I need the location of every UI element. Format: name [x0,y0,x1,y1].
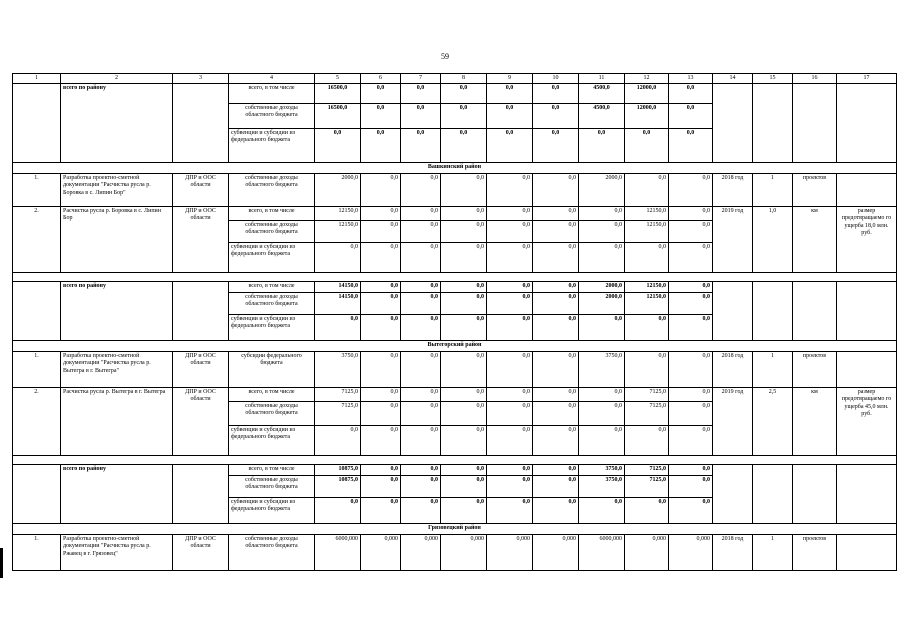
value-cell: 0,0 [361,207,401,221]
value-cell: 0,0 [361,426,401,456]
item-number: 1. [13,174,61,207]
value-cell: 10875,0 [315,465,361,476]
value-cell: 0,0 [669,207,713,221]
value-cell: 12150,0 [625,282,669,293]
unit: км [793,207,837,273]
item-name: Разработка проектно-сметной документации "Расчистка русла р. Боровка в с. Липин Бор" [61,174,173,207]
value-cell: 0,0 [669,84,713,104]
value-cell: 0,0 [669,282,713,293]
value-cell: 0,0 [579,207,625,221]
value-cell: 0,0 [533,476,579,498]
project-row [13,174,897,207]
district-header [13,341,897,352]
value-cell: 0,0 [669,426,713,456]
value-cell: 0,0 [579,129,625,163]
value-cell: 0,0 [487,104,533,129]
unit: проектов [793,174,837,207]
funding-source: собственные доходы областного бюджета [229,104,315,129]
value-cell: 0,0 [487,402,533,426]
value-cell: 0,0 [441,129,487,163]
district-header [13,163,897,174]
year: 2019 год [713,207,753,273]
executor: ДПР и ООС области [173,207,229,273]
value-cell: 0,0 [441,84,487,104]
value-cell: 0,0 [441,426,487,456]
value-cell: 0,0 [401,282,441,293]
value-cell: 4500,0 [579,84,625,104]
column-number: 16 [793,74,837,84]
column-number: 3 [173,74,229,84]
value-cell: 3750,0 [315,352,361,388]
project-row [13,207,897,221]
total-label: всего по району [61,84,173,163]
column-number: 14 [713,74,753,84]
note [837,352,897,388]
page-number: 59 [441,52,449,61]
funding-source: собственные доходы областного бюджета [229,402,315,426]
quantity: 2,5 [753,388,793,456]
value-cell: 0,000 [361,535,401,571]
district-title: Вашкинский район [13,163,897,174]
value-cell: 0,0 [533,498,579,524]
value-cell: 0,0 [361,243,401,273]
value-cell: 0,0 [401,104,441,129]
value-cell: 0,0 [533,315,579,341]
value-cell: 0,0 [669,293,713,315]
value-cell: 0,0 [361,352,401,388]
item-name: Разработка проектно-сметной документации "Расчистка русла р. Вытегра в г. Вытегра" [61,352,173,388]
value-cell: 0,0 [669,388,713,402]
quantity: 1 [753,535,793,571]
value-cell: 0,000 [533,535,579,571]
value-cell: 0,0 [441,293,487,315]
value-cell: 3750,0 [579,352,625,388]
value-cell: 0,0 [533,282,579,293]
total-label: всего по району [61,282,173,341]
funding-source: собственные доходы областного бюджета [229,174,315,207]
value-cell: 12150,0 [625,221,669,243]
column-number: 4 [229,74,315,84]
value-cell: 0,000 [669,535,713,571]
funding-source: субвенции и субсидии из федерального бюджета [229,243,315,273]
value-cell: 0,0 [441,402,487,426]
funding-source: собственные доходы областного бюджета [229,293,315,315]
value-cell: 0,0 [487,207,533,221]
total-row [13,282,897,293]
year: 2019 год [713,388,753,456]
funding-source: субвенции и субсидии из федерального бюджета [229,498,315,524]
column-number: 9 [487,74,533,84]
spacer-row [13,456,897,465]
value-cell: 4500,0 [579,104,625,129]
value-cell: 6000,000 [315,535,361,571]
value-cell: 0,0 [401,243,441,273]
value-cell: 0,0 [441,315,487,341]
value-cell: 0,0 [533,221,579,243]
value-cell: 0,0 [533,174,579,207]
funding-source: всего, в том числе [229,282,315,293]
value-cell: 14150,0 [315,293,361,315]
value-cell: 0,0 [533,84,579,104]
value-cell: 0,0 [669,104,713,129]
value-cell: 0,0 [315,243,361,273]
value-cell: 0,0 [669,465,713,476]
funding-source: всего, в том числе [229,84,315,104]
value-cell: 7125,0 [315,388,361,402]
quantity: 1 [753,174,793,207]
executor: ДПР и ООС области [173,352,229,388]
value-cell: 0,0 [669,476,713,498]
value-cell: 12150,0 [315,221,361,243]
value-cell: 0,000 [487,535,533,571]
note [837,535,897,571]
value-cell: 0,000 [441,535,487,571]
value-cell: 7125,0 [625,388,669,402]
value-cell: 2000,0 [579,282,625,293]
value-cell: 0,0 [487,426,533,456]
funding-source: всего, в том числе [229,388,315,402]
value-cell: 0,0 [401,221,441,243]
value-cell: 0,0 [669,129,713,163]
value-cell: 0,0 [533,388,579,402]
value-cell: 2000,0 [579,174,625,207]
funding-source: собственные доходы областного бюджета [229,476,315,498]
value-cell: 0,0 [441,104,487,129]
value-cell: 2000,0 [579,293,625,315]
value-cell: 0,0 [315,426,361,456]
funding-source: субвенции и субсидии из федерального бюджета [229,426,315,456]
value-cell: 0,0 [533,352,579,388]
value-cell: 0,0 [487,221,533,243]
value-cell: 0,0 [361,388,401,402]
project-row [13,388,897,402]
note: размер предотвращаемо го ущерба 18,0 млн. руб. [837,207,897,273]
value-cell: 0,0 [361,465,401,476]
value-cell: 0,0 [533,402,579,426]
value-cell: 0,0 [401,174,441,207]
column-number: 7 [401,74,441,84]
value-cell: 0,0 [401,476,441,498]
value-cell: 12150,0 [625,207,669,221]
value-cell: 0,0 [441,476,487,498]
unit: проектов [793,352,837,388]
value-cell: 0,0 [669,315,713,341]
value-cell: 0,0 [441,174,487,207]
unit: проектов [793,535,837,571]
column-number: 12 [625,74,669,84]
executor: ДПР и ООС области [173,388,229,456]
year: 2018 год [713,352,753,388]
value-cell: 0,0 [579,243,625,273]
value-cell: 12000,0 [625,104,669,129]
value-cell: 0,0 [669,352,713,388]
value-cell: 2000,0 [315,174,361,207]
value-cell: 0,0 [625,426,669,456]
value-cell: 6000,000 [579,535,625,571]
column-number: 10 [533,74,579,84]
value-cell: 7125,0 [315,402,361,426]
value-cell: 0,0 [533,207,579,221]
year: 2018 год [713,535,753,571]
value-cell: 0,0 [441,352,487,388]
item-number: 2. [13,207,61,273]
value-cell: 0,0 [625,315,669,341]
value-cell: 0,0 [315,129,361,163]
value-cell: 0,0 [361,402,401,426]
item-name: Разработка проектно-сметной документации "Расчистка русла р. Ржавец в г. Грязовец" [61,535,173,571]
project-row [13,352,897,388]
value-cell: 0,0 [487,293,533,315]
value-cell: 0,0 [669,402,713,426]
funding-source: собственные доходы областного бюджета [229,221,315,243]
value-cell: 0,0 [361,221,401,243]
value-cell: 12150,0 [625,293,669,315]
value-cell: 14150,0 [315,282,361,293]
value-cell: 0,0 [625,174,669,207]
value-cell: 0,0 [533,243,579,273]
funding-source: субвенции и субсидии из федерального бюджета [229,315,315,341]
value-cell: 7125,0 [625,402,669,426]
value-cell: 0,0 [401,426,441,456]
value-cell: 0,0 [441,388,487,402]
value-cell: 0,0 [487,465,533,476]
value-cell: 0,0 [441,465,487,476]
value-cell: 0,0 [579,402,625,426]
value-cell: 0,0 [361,174,401,207]
note: размер предотвращаемо го ущерба 45,0 млн. руб. [837,388,897,456]
year: 2018 год [713,174,753,207]
value-cell: 0,0 [533,426,579,456]
value-cell: 0,0 [579,498,625,524]
column-number: 15 [753,74,793,84]
column-number-row [13,74,897,84]
value-cell: 0,0 [487,174,533,207]
value-cell: 0,0 [401,352,441,388]
value-cell: 7125,0 [625,476,669,498]
value-cell: 0,000 [625,535,669,571]
column-number: 2 [61,74,173,84]
column-number: 13 [669,74,713,84]
value-cell: 0,0 [487,129,533,163]
value-cell: 0,0 [487,388,533,402]
value-cell: 0,0 [579,388,625,402]
value-cell: 16500,0 [315,84,361,104]
value-cell: 0,0 [361,476,401,498]
column-number: 8 [441,74,487,84]
value-cell: 10875,0 [315,476,361,498]
funding-source: всего, в том числе [229,207,315,221]
value-cell: 0,0 [579,315,625,341]
value-cell: 0,0 [361,315,401,341]
value-cell: 0,0 [579,221,625,243]
value-cell: 0,0 [579,426,625,456]
value-cell: 0,0 [625,129,669,163]
scan-edge-mark [0,548,3,578]
value-cell: 0,0 [441,282,487,293]
value-cell: 0,0 [669,221,713,243]
project-row [13,535,897,571]
value-cell: 0,0 [669,174,713,207]
quantity: 1 [753,352,793,388]
funding-source: всего, в том числе [229,465,315,476]
value-cell: 0,0 [487,84,533,104]
district-title: Грязовецкий район [13,524,897,535]
value-cell: 0,0 [487,476,533,498]
column-number: 1 [13,74,61,84]
note [837,174,897,207]
value-cell: 0,0 [361,84,401,104]
value-cell: 0,0 [361,293,401,315]
item-number: 1. [13,535,61,571]
district-title: Вытегорский район [13,341,897,352]
column-number: 17 [837,74,897,84]
value-cell: 0,0 [441,207,487,221]
value-cell: 0,0 [533,129,579,163]
value-cell: 16500,0 [315,104,361,129]
value-cell: 0,0 [315,315,361,341]
value-cell: 0,0 [487,282,533,293]
column-number: 6 [361,74,401,84]
quantity: 1,0 [753,207,793,273]
value-cell: 0,0 [401,129,441,163]
value-cell: 0,0 [401,498,441,524]
value-cell: 0,0 [361,104,401,129]
budget-table [12,73,897,571]
value-cell: 12000,0 [625,84,669,104]
value-cell: 0,0 [441,221,487,243]
funding-source: субсидии федерального бюджета [229,352,315,388]
value-cell: 0,0 [361,282,401,293]
value-cell: 12150,0 [315,207,361,221]
value-cell: 0,0 [533,104,579,129]
value-cell: 7125,0 [625,465,669,476]
value-cell: 3750,0 [579,465,625,476]
value-cell: 0,0 [315,498,361,524]
spacer-row [13,273,897,282]
value-cell: 0,000 [401,535,441,571]
item-name: Расчистка русла р. Боровка в с. Липин Бор [61,207,173,273]
executor: ДПР и ООС области [173,174,229,207]
value-cell: 0,0 [625,243,669,273]
funding-source: субвенции и субсидии из федерального бюджета [229,129,315,163]
value-cell: 0,0 [487,352,533,388]
value-cell: 3750,0 [579,476,625,498]
item-number: 2. [13,388,61,456]
value-cell: 0,0 [401,84,441,104]
value-cell: 0,0 [669,498,713,524]
value-cell: 0,0 [487,315,533,341]
value-cell: 0,0 [401,293,441,315]
value-cell: 0,0 [533,293,579,315]
value-cell: 0,0 [625,352,669,388]
total-row [13,465,897,476]
value-cell: 0,0 [401,388,441,402]
value-cell: 0,0 [441,243,487,273]
funding-source: собственные доходы областного бюджета [229,535,315,571]
value-cell: 0,0 [533,465,579,476]
value-cell: 0,0 [401,402,441,426]
total-label: всего по району [61,465,173,524]
value-cell: 0,0 [361,498,401,524]
value-cell: 0,0 [401,315,441,341]
value-cell: 0,0 [625,498,669,524]
column-number: 11 [579,74,625,84]
value-cell: 0,0 [487,498,533,524]
value-cell: 0,0 [441,498,487,524]
total-row [13,84,897,104]
item-name: Расчистка русла р. Вытегра в г. Вытегра [61,388,173,456]
column-number: 5 [315,74,361,84]
value-cell: 0,0 [361,129,401,163]
value-cell: 0,0 [669,243,713,273]
value-cell: 0,0 [401,207,441,221]
item-number: 1. [13,352,61,388]
executor: ДПР и ООС области [173,535,229,571]
value-cell: 0,0 [487,243,533,273]
unit: км [793,388,837,456]
district-header [13,524,897,535]
value-cell: 0,0 [401,465,441,476]
